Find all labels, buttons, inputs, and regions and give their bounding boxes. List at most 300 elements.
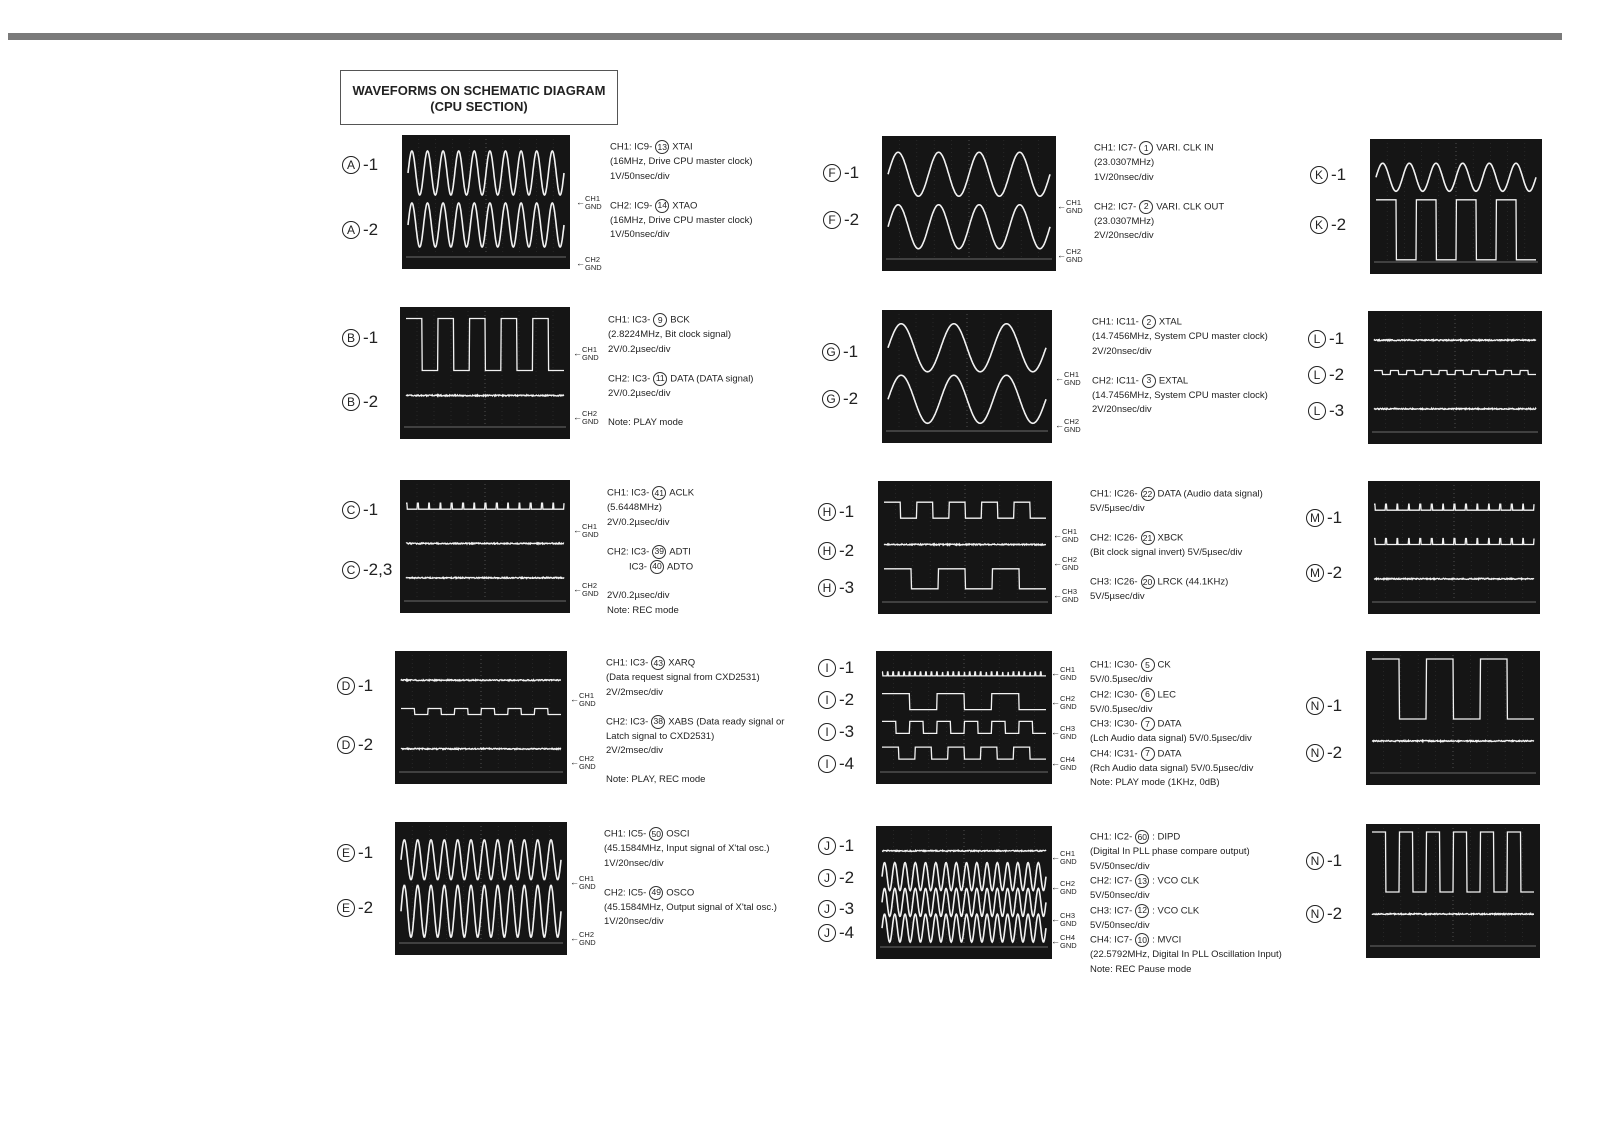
label-suffix: -2 [843, 389, 859, 408]
description-line: 1V/20nsec/div [604, 916, 664, 928]
description-line [608, 372, 753, 387]
signal-prefix: CH2: IC3- [608, 373, 651, 385]
circled-letter: A [342, 221, 360, 239]
label-suffix: -2,3 [363, 560, 393, 579]
pin-number: 40 [650, 560, 664, 574]
signal-name: XARQ [668, 657, 696, 669]
scope-screen-e [395, 822, 567, 955]
description-line [1090, 933, 1282, 948]
circled-letter: J [818, 837, 836, 855]
label-suffix: -2 [358, 735, 374, 754]
waveform-label-k2 [1310, 215, 1346, 235]
description-line [1090, 531, 1263, 546]
gnd-marker [1060, 880, 1077, 896]
description-line [606, 656, 784, 671]
signal-name: EXTAL [1158, 375, 1189, 387]
description-line [1090, 487, 1263, 502]
signal-prefix: CH1: IC5- [604, 828, 647, 840]
waveform-description-f [1094, 141, 1224, 244]
label-suffix: -2 [1329, 365, 1345, 384]
waveform-display [402, 135, 570, 269]
gnd-text: GND [1064, 378, 1081, 387]
channel-name: ← CH2 [579, 930, 595, 939]
signal-prefix: IC3- [629, 561, 647, 573]
label-suffix: -2 [1327, 563, 1343, 582]
pin-number: 13 [655, 140, 669, 154]
description-line: 1V/50nsec/div [610, 229, 670, 241]
pin-number: 3 [1142, 374, 1156, 388]
trace-ch1 [408, 151, 564, 195]
description-line: 5V/0.5µsec/div [1090, 703, 1153, 715]
label-suffix: -3 [839, 578, 855, 597]
signal-prefix: CH1: IC3- [607, 487, 650, 499]
signal-name: LEC [1157, 689, 1176, 701]
waveform-display [1366, 824, 1540, 958]
waveform-display [876, 826, 1052, 959]
description-line: Note: PLAY, REC mode [606, 774, 706, 786]
signal-prefix: CH3: IC30- [1090, 718, 1138, 730]
description-line [608, 357, 753, 372]
description-line [607, 575, 694, 590]
description-line: (5.6448MHz) [607, 502, 662, 514]
gnd-text: GND [1066, 206, 1083, 215]
trace-ch3 [406, 577, 564, 578]
circled-letter: I [818, 755, 836, 773]
trace-ch3 [1374, 408, 1536, 409]
description-line: 2V/2msec/div [606, 745, 664, 757]
label-suffix: -1 [363, 500, 379, 519]
pin-number: 7 [1141, 747, 1155, 761]
channel-name: ← CH3 [1060, 911, 1076, 920]
description-line: 5V/50nsec/div [1090, 890, 1150, 902]
signal-prefix: CH2: IC26- [1090, 532, 1138, 544]
waveform-label-e1 [337, 843, 373, 863]
pin-number: 12 [1135, 904, 1149, 918]
gnd-text: GND [585, 263, 602, 272]
description-line [1090, 874, 1282, 889]
signal-name: : MVCI [1152, 934, 1182, 946]
channel-name: ← CH3 [1062, 587, 1078, 596]
waveform-label-i3 [818, 722, 854, 742]
circled-letter: B [342, 393, 360, 411]
trace-ch1 [1372, 659, 1534, 719]
label-suffix: -4 [839, 754, 855, 773]
gnd-marker [582, 346, 599, 362]
description-line: 2V/0.2µsec/div [607, 516, 670, 528]
waveform-display [1368, 481, 1540, 614]
description-line: (16MHz, Drive CPU master clock) [610, 156, 753, 168]
circled-letter: A [342, 156, 360, 174]
signal-name: DATA [1157, 718, 1182, 730]
label-suffix: -1 [1327, 696, 1343, 715]
scope-screen-j [876, 826, 1052, 959]
channel-name: ← CH1 [579, 691, 595, 700]
signal-prefix: CH2: IC30- [1090, 689, 1138, 701]
circled-letter: G [822, 390, 840, 408]
page-title [340, 70, 618, 125]
channel-name: ← CH1 [582, 345, 598, 354]
waveform-label-a1 [342, 155, 378, 175]
trace-ch2 [1374, 371, 1536, 375]
channel-name: ← CH2 [1062, 555, 1078, 564]
trace-ch2 [884, 544, 1046, 545]
signal-name: CK [1157, 659, 1171, 671]
description-line [606, 759, 784, 774]
description-line: 2V/2msec/div [606, 686, 664, 698]
gnd-text: GND [1066, 255, 1083, 264]
description-line: Note: REC mode [607, 604, 679, 616]
circled-letter: G [822, 343, 840, 361]
gnd-marker [1060, 666, 1077, 682]
trace-ch1 [401, 680, 561, 681]
circled-letter: D [337, 736, 355, 754]
trace-ch2 [1372, 913, 1534, 914]
waveform-label-b1 [342, 328, 378, 348]
waveform-description-e [604, 827, 777, 930]
signal-name: OSCI [666, 828, 690, 840]
signal-prefix: CH1: IC3- [608, 314, 651, 326]
waveform-label-j1 [818, 836, 854, 856]
signal-name: LRCK (44.1KHz) [1157, 576, 1229, 588]
pin-number: 41 [652, 486, 666, 500]
waveform-label-h2 [818, 541, 854, 561]
description-line [1090, 575, 1263, 590]
circled-letter: H [818, 503, 836, 521]
description-line [610, 184, 753, 199]
circled-letter: F [823, 211, 841, 229]
circled-letter: N [1306, 744, 1324, 762]
channel-name: ← CH2 [579, 754, 595, 763]
label-suffix: -1 [839, 658, 855, 677]
trace-ch1 [1372, 832, 1534, 892]
circled-letter: D [337, 677, 355, 695]
signal-name: XTAL [1158, 316, 1182, 328]
trace-ch2 [882, 694, 1046, 710]
waveform-label-a2 [342, 220, 378, 240]
waveform-label-i2 [818, 690, 854, 710]
pin-number: 1 [1139, 141, 1153, 155]
waveform-display [400, 307, 570, 439]
circled-letter: I [818, 659, 836, 677]
label-suffix: -1 [839, 502, 855, 521]
waveform-description-a [610, 140, 753, 243]
signal-name: XBCK [1157, 532, 1184, 544]
description-line [604, 886, 777, 901]
waveform-label-n2 [1306, 743, 1342, 763]
label-suffix: -1 [1327, 851, 1343, 870]
description-line [607, 545, 694, 560]
waveform-description-c [607, 486, 694, 618]
scope-screen-a [402, 135, 570, 269]
description-line: (Rch Audio data signal) 5V/0.5µsec/div [1090, 762, 1254, 774]
gnd-marker [582, 523, 599, 539]
signal-prefix: CH4: IC31- [1090, 748, 1138, 760]
description-line: 1V/50nsec/div [610, 170, 670, 182]
waveform-label-f1 [823, 163, 859, 183]
description-line [1090, 904, 1282, 919]
description-line [1090, 517, 1263, 532]
signal-prefix: CH1: IC3- [606, 657, 649, 669]
scope-screen-m [1368, 481, 1540, 614]
signal-name: ADTI [669, 546, 691, 558]
label-suffix: -2 [1331, 215, 1347, 234]
channel-name: ← CH1 [1064, 370, 1080, 379]
signal-name: DATA (Audio data signal) [1157, 488, 1263, 500]
trace-ch2 [1374, 539, 1534, 545]
waveform-label-h3 [818, 578, 854, 598]
description-line [607, 530, 694, 545]
label-suffix: -1 [363, 155, 379, 174]
circled-letter: K [1310, 216, 1328, 234]
description-line: 5V/50nsec/div [1090, 919, 1150, 931]
pin-number: 21 [1141, 531, 1155, 545]
trace-ch1 [1374, 504, 1534, 510]
signal-prefix: CH2: IC7- [1090, 875, 1133, 887]
description-line [1090, 830, 1282, 845]
waveform-display [882, 310, 1052, 443]
channel-name: ← CH4 [1060, 755, 1076, 764]
waveform-display [876, 651, 1052, 784]
trace-ch2 [1372, 740, 1534, 741]
label-suffix: -2 [358, 898, 374, 917]
gnd-marker [1060, 850, 1077, 866]
waveform-description-b [608, 313, 753, 430]
waveform-display [1368, 311, 1542, 444]
circled-letter: B [342, 329, 360, 347]
waveform-label-l2 [1308, 365, 1344, 385]
circled-letter: M [1306, 564, 1324, 582]
gnd-marker [585, 195, 602, 211]
waveform-label-m1 [1306, 508, 1342, 528]
waveform-label-d1 [337, 676, 373, 696]
waveform-label-m2 [1306, 563, 1342, 583]
signal-name: OSCO [666, 887, 695, 899]
waveform-label-n2 [1306, 904, 1342, 924]
circled-letter: N [1306, 852, 1324, 870]
waveform-label-d2 [337, 735, 373, 755]
trace-ch2 [406, 395, 564, 396]
waveform-display [882, 136, 1056, 271]
gnd-text: GND [1060, 857, 1077, 866]
pin-number: 60 [1135, 830, 1149, 844]
description-line: (14.7456MHz, System CPU master clock) [1092, 389, 1268, 401]
channel-name: ← CH1 [579, 874, 595, 883]
circled-letter: I [818, 723, 836, 741]
channel-name: ← CH2 [1060, 879, 1076, 888]
circled-letter: L [1308, 402, 1326, 420]
pin-number: 20 [1141, 575, 1155, 589]
trace-ch2 [888, 205, 1050, 249]
waveform-label-c1 [342, 500, 378, 520]
waveform-label-n1 [1306, 696, 1342, 716]
trace-ch2 [401, 709, 561, 715]
channel-name: ← CH2 [1066, 247, 1082, 256]
waveform-display [1366, 651, 1540, 785]
pin-number: 7 [1141, 717, 1155, 731]
scope-screen-d [395, 651, 567, 784]
gnd-marker [582, 410, 599, 426]
gnd-marker [1062, 556, 1079, 572]
pin-number: 50 [649, 827, 663, 841]
trace-ch1 [406, 503, 564, 509]
trace-ch1 [888, 152, 1050, 196]
label-suffix: -1 [358, 676, 374, 695]
scope-screen-l [1368, 311, 1542, 444]
signal-prefix: CH2: IC9- [610, 200, 653, 212]
signal-name: : VCO CLK [1152, 905, 1200, 917]
waveform-label-g1 [822, 342, 858, 362]
description-line: (2.8224MHz, Bit clock signal) [608, 329, 732, 341]
waveform-label-n1 [1306, 851, 1342, 871]
gnd-marker [1066, 199, 1083, 215]
signal-name: VARI. CLK IN [1156, 142, 1214, 154]
description-line [1090, 688, 1253, 703]
description-line: 5V/50nsec/div [1090, 860, 1150, 872]
label-suffix: -3 [1329, 401, 1345, 420]
circled-letter: E [337, 844, 355, 862]
signal-name: : VCO CLK [1152, 875, 1200, 887]
description-line: 5V/5µsec/div [1090, 503, 1145, 515]
circled-letter: C [342, 501, 360, 519]
waveform-label-l3 [1308, 401, 1344, 421]
gnd-text: GND [1060, 919, 1077, 928]
description-line: (Bit clock signal invert) 5V/5µsec/div [1090, 547, 1243, 559]
label-suffix: -1 [1329, 329, 1345, 348]
label-suffix: -2 [363, 392, 379, 411]
description-line: 5V/5µsec/div [1090, 591, 1145, 603]
pin-number: 49 [649, 886, 663, 900]
circled-letter: M [1306, 509, 1324, 527]
pin-number: 43 [651, 656, 665, 670]
waveform-display [400, 480, 570, 613]
pin-number: 11 [653, 372, 667, 386]
waveform-display [878, 481, 1052, 614]
gnd-text: GND [579, 762, 596, 771]
gnd-text: GND [579, 882, 596, 891]
label-suffix: -3 [839, 722, 855, 741]
description-line [1092, 359, 1268, 374]
description-line: 1V/20nsec/div [1094, 171, 1154, 183]
channel-name: ← CH1 [585, 194, 601, 203]
description-line [1090, 717, 1253, 732]
description-line [1090, 561, 1263, 576]
gnd-text: GND [585, 202, 602, 211]
gnd-text: GND [1060, 763, 1077, 772]
gnd-text: GND [1060, 702, 1077, 711]
circled-letter: E [337, 899, 355, 917]
trace-ch2 [401, 885, 561, 937]
pin-number: 22 [1141, 487, 1155, 501]
description-line: (Data request signal from CXD2531) [606, 672, 760, 684]
trace-ch2 [1376, 200, 1536, 260]
signal-prefix: CH1: IC26- [1090, 488, 1138, 500]
channel-name: ← CH2 [585, 255, 601, 264]
description-line: Note: REC Pause mode [1090, 963, 1192, 975]
circled-letter: J [818, 869, 836, 887]
description-line: 2V/0.2µsec/div [608, 387, 671, 399]
channel-name: ← CH2 [1064, 417, 1080, 426]
trace-ch2 [406, 543, 564, 544]
signal-name: XTAO [672, 200, 698, 212]
signal-name: DATA (DATA signal) [670, 373, 754, 385]
gnd-text: GND [1060, 887, 1077, 896]
circled-letter: H [818, 542, 836, 560]
description-line: Latch signal to CXD2531) [606, 730, 715, 742]
channel-name: ← CH4 [1060, 933, 1076, 942]
signal-prefix: CH3: IC7- [1090, 905, 1133, 917]
signal-name: ACLK [669, 487, 695, 499]
pin-number: 2 [1142, 315, 1156, 329]
description-line: Note: PLAY mode [608, 416, 684, 428]
gnd-marker [579, 692, 596, 708]
description-line [610, 199, 753, 214]
signal-prefix: CH2: IC7- [1094, 201, 1137, 213]
gnd-text: GND [1062, 563, 1079, 572]
description-line: Note: PLAY mode (1KHz, 0dB) [1090, 777, 1220, 789]
gnd-marker [1060, 695, 1077, 711]
description-line [1092, 374, 1268, 389]
gnd-text: GND [579, 938, 596, 947]
trace-ch3 [882, 888, 1046, 916]
scope-screen-c [400, 480, 570, 613]
label-suffix: -3 [839, 899, 855, 918]
label-suffix: -1 [363, 328, 379, 347]
description-line: (45.1584MHz, Input signal of X'tal osc.) [604, 843, 770, 855]
pin-number: 2 [1139, 200, 1153, 214]
label-suffix: -1 [843, 342, 859, 361]
label-suffix: -1 [1327, 508, 1343, 527]
pin-number: 5 [1141, 658, 1155, 672]
description-line: (45.1584MHz, Output signal of X'tal osc.) [604, 901, 777, 913]
trace-ch1 [406, 319, 564, 371]
channel-name: ← CH1 [1060, 849, 1076, 858]
scope-screen-n2 [1366, 824, 1540, 958]
gnd-text: GND [1060, 732, 1077, 741]
waveform-description-g [1092, 315, 1268, 418]
channel-name: ← CH2 [582, 409, 598, 418]
description-line [604, 827, 777, 842]
channel-name: ← CH1 [1060, 665, 1076, 674]
label-suffix: -2 [1327, 904, 1343, 923]
gnd-marker [1066, 248, 1083, 264]
description-line: (Lch Audio data signal) 5V/0.5µsec/div [1090, 733, 1252, 745]
circled-letter: N [1306, 697, 1324, 715]
trace-ch1 [1374, 340, 1536, 341]
trace-ch1 [401, 840, 561, 880]
trace-ch3 [882, 721, 1046, 733]
waveform-label-i1 [818, 658, 854, 678]
gnd-text: GND [1064, 425, 1081, 434]
description-line [1092, 315, 1268, 330]
signal-prefix: CH3: IC26- [1090, 576, 1138, 588]
gnd-text: GND [1060, 941, 1077, 950]
signal-prefix: CH2: IC5- [604, 887, 647, 899]
circled-letter: J [818, 900, 836, 918]
waveform-label-b2 [342, 392, 378, 412]
trace-ch3 [1374, 578, 1534, 579]
circled-letter: J [818, 924, 836, 942]
waveform-description-i [1090, 658, 1253, 791]
gnd-text: GND [582, 530, 599, 539]
signal-name: : DIPD [1152, 831, 1181, 843]
waveform-label-l1 [1308, 329, 1344, 349]
signal-prefix: CH2: IC3- [607, 546, 650, 558]
signal-prefix: CH1: IC7- [1094, 142, 1137, 154]
signal-name: BCK [670, 314, 690, 326]
description-line [1090, 658, 1253, 673]
trace-ch1 [882, 672, 1046, 676]
waveform-label-j4 [818, 923, 854, 943]
